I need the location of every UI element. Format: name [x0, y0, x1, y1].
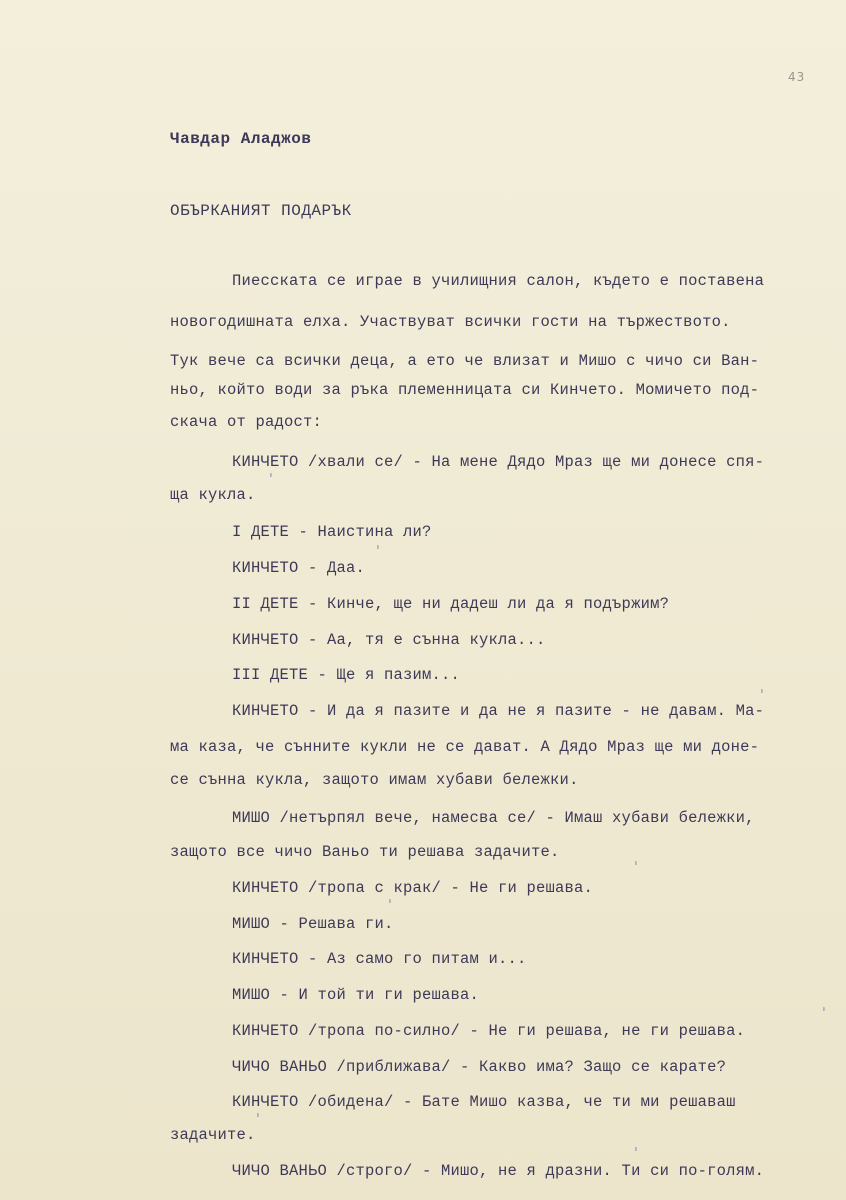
author-name: Чавдар Аладжов	[170, 130, 312, 148]
text-line: КИНЧЕТО - И да я пазите и да не я пазите - не давам. Ма-	[232, 702, 765, 720]
text-line: КИНЧЕТО - Аа, тя е сънна кукла...	[232, 631, 546, 649]
text-line: ща кукла.	[170, 486, 256, 504]
text-line: I ДЕТЕ - Наистина ли?	[232, 523, 432, 541]
text-line: новогодишната елха. Участвуват всички гости на тържеството.	[170, 313, 731, 331]
play-title: ОБЪРКАНИЯТ ПОДАРЪК	[170, 202, 352, 220]
text-line: ма каза, че сънните кукли не се дават. А Дядо Мраз ще ми доне-	[170, 738, 760, 756]
text-line: МИШО - Решава ги.	[232, 915, 394, 933]
ink-mark: ˈ	[388, 898, 392, 914]
text-line: КИНЧЕТО /обидена/ - Бате Мишо казва, че ти ми решаваш	[232, 1093, 736, 1111]
text-line: Пиесската се играе в училищния салон, където е поставена	[232, 272, 765, 290]
text-line: КИНЧЕТО - Аз само го питам и...	[232, 950, 527, 968]
text-line: защото все чичо Ваньо ти решава задачите.	[170, 843, 560, 861]
ink-mark: ˈ	[256, 1112, 260, 1128]
ink-mark: ˈ	[822, 1006, 826, 1022]
text-line: ЧИЧО ВАНЬО /приближава/ - Какво има? Защо се карате?	[232, 1058, 727, 1076]
text-line: задачите.	[170, 1126, 256, 1144]
text-line: скача от радост:	[170, 413, 323, 431]
ink-mark: ˈ	[634, 1146, 638, 1162]
ink-mark: ˈ	[376, 544, 380, 560]
text-line: се сънна кукла, защото имам хубави бележки.	[170, 771, 579, 789]
text-line: ЧИЧО ВАНЬО /строго/ - Мишо, не я дразни. Ти си по-голям.	[232, 1162, 765, 1180]
ink-mark: ˈ	[760, 688, 764, 704]
text-line: II ДЕТЕ - Кинче, ще ни дадеш ли да я подържим?	[232, 595, 670, 613]
ink-mark: ˈ	[634, 860, 638, 876]
text-line: III ДЕТЕ - Ще я пазим...	[232, 666, 461, 684]
text-line: МИШО /нетърпял вече, намесва се/ - Имаш хубави бележки,	[232, 809, 755, 827]
text-line: КИНЧЕТО - Даа.	[232, 559, 366, 577]
text-line: КИНЧЕТО /хвали се/ - На мене Дядо Мраз ще ми донесе спя-	[232, 453, 765, 471]
text-line: КИНЧЕТО /тропа по-силно/ - Не ги решава, не ги решава.	[232, 1022, 746, 1040]
text-line: КИНЧЕТО /тропа с крак/ - Не ги решава.	[232, 879, 594, 897]
ink-mark: ˈ	[269, 472, 273, 488]
page-number: 43	[788, 70, 806, 84]
text-line: ньо, който води за ръка племенницата си Кинчето. Момичето под-	[170, 381, 760, 399]
text-line: Тук вече са всички деца, а ето че влизат и Мишо с чичо си Ван-	[170, 352, 760, 370]
text-line: МИШО - И той ти ги решава.	[232, 986, 480, 1004]
